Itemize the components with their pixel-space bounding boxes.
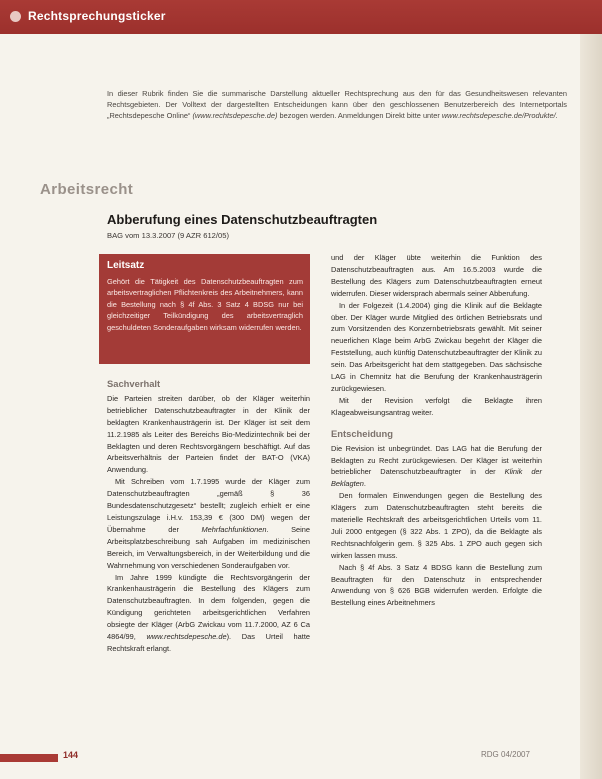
page-edge	[580, 34, 602, 779]
intro-paragraph: In dieser Rubrik finden Sie die summarische Darstellung aktueller Rechtsprechung aus den für das Gesundheitswesen relevanten Rechtsgebieten. Der Volltext der dargestellten Entscheidungen kann über den geschlossenen Benutzerbereich des Internetportals „Rechtsdepesche Online“ (www.rechtsdepesche.de) bezogen werden. Anmeldungen Direkt bitte unter www.rechtsdepesche.de/Produkte/.	[107, 89, 567, 121]
sachverhalt-heading: Sachverhalt	[107, 378, 161, 389]
article-citation: BAG vom 13.3.2007 (9 AZR 612/05)	[107, 231, 229, 240]
citation-link[interactable]: www.rechtsdepesche.de	[146, 632, 227, 642]
entscheidung-paragraph-3: Nach § 4f Abs. 3 Satz 4 BDSG kann die Bestellung zum Beauftragten für den Datenschutz in entsprechender Anwendung von § 626 BGB widerrufen werden. Erfolgte die Bestellung eines Arbeitnehmers	[331, 562, 542, 608]
right-paragraph-1: und der Kläger übte weiterhin die Funktion des Datenschutzbeauftragten aus. Am 16.5.2003 wurde die Bestellung des Klägers zum Datenschutzbeauftragten erneut widerrufen. Dieser widersprach abermals seiner Abberufung.	[331, 253, 542, 298]
bullet-icon	[10, 11, 21, 22]
leitsatz-box	[99, 254, 310, 364]
intro-link-2[interactable]: www.rechtsdepesche.de/Produkte/	[441, 111, 556, 121]
section-title: Arbeitsrecht	[40, 181, 134, 198]
sachverhalt-paragraph-3: Im Jahre 1999 kündigte die Rechtsvorgängerin der Krankenhausträgerin die Bestellung des Klägers zum Datenschutzbeauftragten. In dem folgenden, gegen die Kündigung gerichteten arbeitsgerichtlichen Verfahren obsiegte der Kläger (ArbG Zwickau vom 11.7.2000, AZ 6 Ca 4864/99, www.rechtsdepesche.de). Das Urteil hatte Rechtskraft erlangt.	[107, 572, 310, 653]
footer-accent-bar	[0, 754, 58, 762]
intro-link-1[interactable]: (www.rechtsdepesche.de)	[192, 111, 278, 121]
leitsatz-text: Gehört die Tätigkeit des Datenschutzbeauftragten zum arbeitsvertraglichen Pflichtenkreis des Arbeitnehmers, kann die Bestellung nach § 4f Abs. 3 Satz 4 BDSG nur bei gleichzeitiger Teilkündigung des arbeitsvertraglich geschuldeten Sonderaufgaben wirksam widerrufen werden.	[107, 277, 303, 332]
right-paragraph-3: Mit der Revision verfolgt die Beklagte ihren Klageabweisungsantrag weiter.	[331, 395, 542, 417]
header-title: Rechtsprechungsticker	[28, 9, 166, 23]
entscheidung-paragraph-2: Den formalen Einwendungen gegen die Bestellung des Klägers zum Datenschutzbeauftragten steht bereits die materielle Rechtskraft des arbeitsgerichtlichen Urteils vom 11. Juli 2000 entgegen (§ 322 Abs. 1 ZPO), da die Beklagte als Rechtsnachfolgerin gem. § 325 Abs. 1 ZPO auch gegen sich wirken lassen muss.	[331, 491, 542, 560]
entscheidung-heading: Entscheidung	[331, 427, 393, 439]
page-number: 144	[63, 750, 79, 760]
article-title: Abberufung eines Datenschutzbeauftragten	[107, 212, 378, 227]
section-header-bar	[0, 0, 602, 34]
right-column	[331, 252, 542, 609]
entscheidung-paragraph-1: Die Revision ist unbegründet. Das LAG hat die Berufung der Beklagten zu Recht zurückgewiesen. Der Kläger ist weiterhin betrieblicher Datenschutzbeauftragter in der Klinik der Beklagten.	[331, 443, 543, 489]
sachverhalt-paragraph-1: Die Parteien streiten darüber, ob der Kläger weiterhin betrieblicher Datenschutzbeauftragter in der Klinik der beklagten Krankenhausträgerin ist. Der Kläger ist seit dem 11.2.1985 als Leiter des Bereichs Bio-Medizintechnik bei der Beklagten und deren Rechtsvorgängern beschäftigt. Auf das Arbeitsverhältnis der Parteien findet der BAT-O (VKA) Anwendung.	[107, 393, 310, 475]
right-paragraph-2: In der Folgezeit (1.4.2004) ging die Klinik auf die Beklagte über. Der Kläger wurde Mitglied des örtlichen Betriebsrats und zum Vorsitzenden des Konzernbetriebsrats gewählt. Mit seiner neuerlichen Klage beim ArbG Zwickau begehrt der Kläger die Feststellung, auch künftig Datenschutzbeauftragter der Klinik zu sein. Das Arbeitsgericht hat dem stattgegeben. Das sächsische LAG in Chemnitz hat die Berufung der Krankenhausträgerin zurückgewiesen.	[331, 300, 542, 393]
journal-issue: RDG 04/2007	[481, 750, 530, 759]
leitsatz-heading: Leitsatz	[107, 260, 145, 271]
left-column	[107, 373, 310, 655]
sachverhalt-paragraph-2: Mit Schreiben vom 1.7.1995 wurde der Kläger zum Datenschutzbeauftragten „gemäß § 36 Bundesdatenschutzgesetz“ bestellt; zugleich erhielt er eine Leistungszulage i.H.v. 153,39 € (300 DM) wegen der Übernahme der Mehrfachfunktionen. Seine Arbeitsplatzbeschreibung sah Aufgaben im medizinischen Bereich, im Verwaltungsbereich, in der Weiterbildung und die Wahrnehmung von verschiedenen Sonderaufgaben vor.	[107, 477, 310, 570]
